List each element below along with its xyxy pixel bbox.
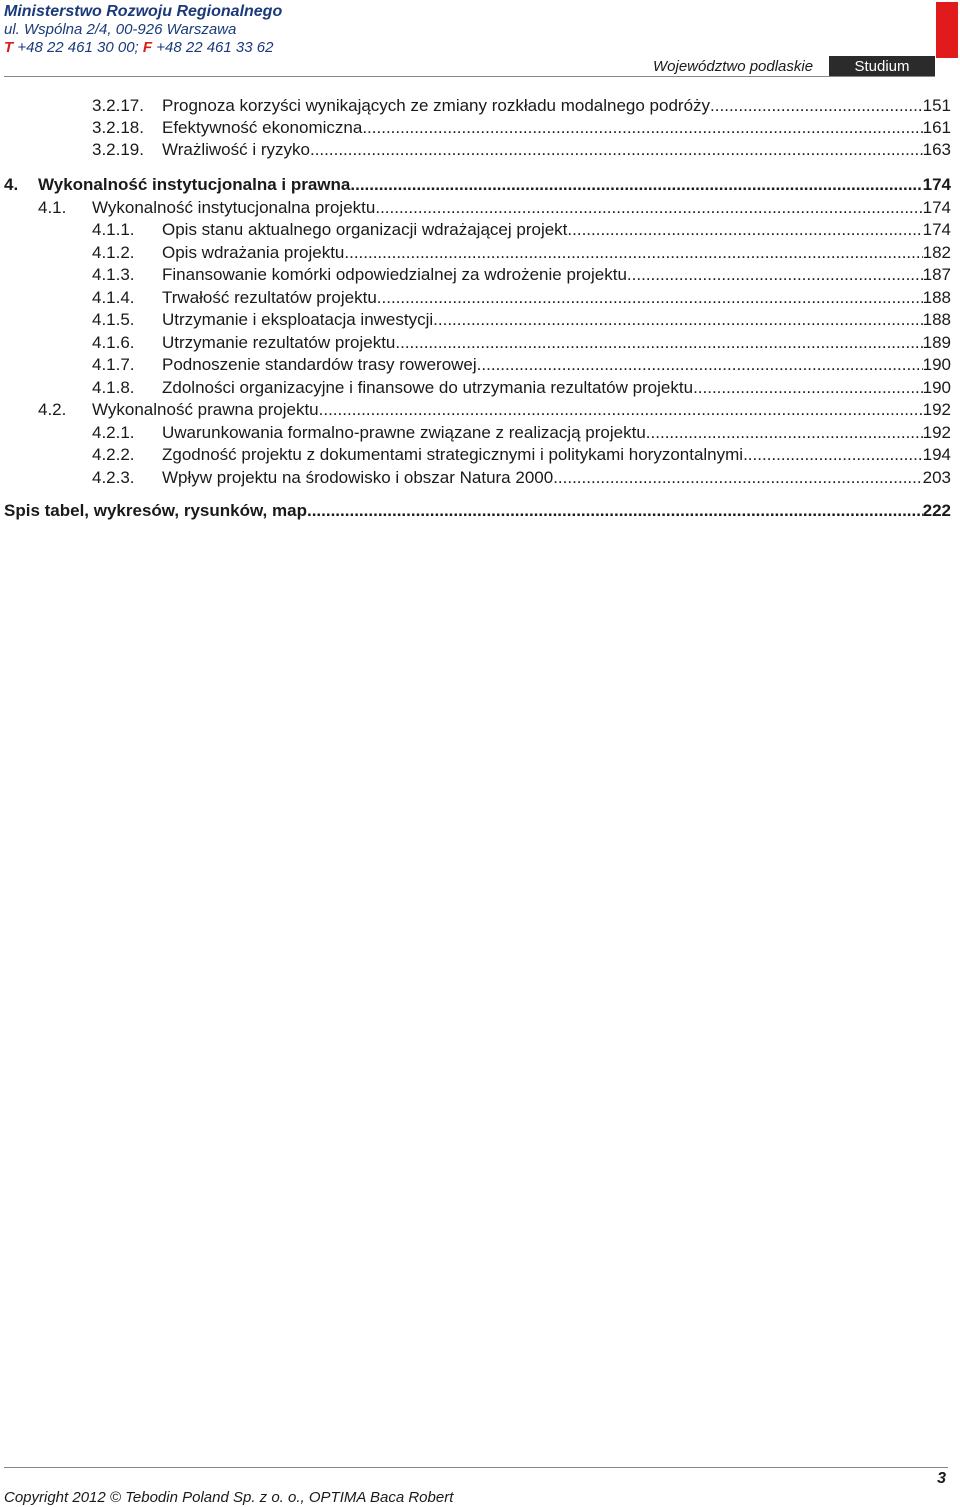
toc-dot-leader <box>344 242 922 264</box>
toc-entry-page: 190 <box>922 355 951 374</box>
fax-label: F <box>142 39 153 56</box>
toc-dot-leader <box>375 197 922 219</box>
toc-entry-title: Wykonalność prawna projektu <box>92 400 319 419</box>
toc-entry-page: 187 <box>922 265 951 284</box>
toc-dot-leader <box>395 332 922 354</box>
toc-entry-page: 161 <box>922 118 951 137</box>
org-name: Ministerstwo Rozwoju Regionalnego <box>4 3 283 20</box>
toc-entry[interactable] <box>38 399 951 421</box>
toc-entry[interactable] <box>38 197 951 219</box>
toc-entry-number: 4.1.6. <box>92 333 135 352</box>
toc-entry-number: 4.1. <box>38 198 67 217</box>
toc-entry-page: 182 <box>922 243 951 262</box>
toc-entry-title: Wykonalność instytucjonalna i prawna <box>38 175 351 194</box>
copyright-text: Copyright 2012 © Tebodin Poland Sp. z o. o., OPTIMA Baca Robert <box>4 1489 454 1506</box>
toc-entry-page: 151 <box>922 96 951 115</box>
toc-entry-page: 188 <box>922 288 951 307</box>
toc-entry[interactable] <box>4 500 951 522</box>
toc-entry-number: 4.2.2. <box>92 445 135 464</box>
toc-entry-page: 189 <box>922 333 951 352</box>
toc-dot-leader <box>477 354 923 376</box>
toc-dot-leader <box>627 264 923 286</box>
toc-entry-page: 222 <box>922 501 951 520</box>
toc-entry-page: 192 <box>922 400 951 419</box>
toc-entry-page: 174 <box>922 220 951 239</box>
toc-entry[interactable] <box>92 139 951 161</box>
toc-entry-number: 4.1.2. <box>92 243 135 262</box>
toc-entry-title: Utrzymanie rezultatów projektu <box>162 333 396 352</box>
doc-type-badge: Studium <box>829 56 935 77</box>
toc-entry-title: Spis tabel, wykresów, rysunków, map <box>4 501 307 520</box>
toc-entry[interactable] <box>92 309 951 331</box>
toc-entry-number: 4.1.8. <box>92 378 135 397</box>
toc-entry-page: 163 <box>922 140 951 159</box>
toc-entry[interactable] <box>92 117 951 139</box>
toc-entry-title: Zdolności organizacyjne i finansowe do utrzymania rezultatów projektu <box>162 378 694 397</box>
toc-entry-number: 3.2.17. <box>92 96 144 115</box>
toc-entry[interactable] <box>92 264 951 286</box>
toc-entry-title: Finansowanie komórki odpowiedzialnej za wdrożenie projektu <box>162 265 627 284</box>
page-number: 3 <box>937 1470 946 1487</box>
toc-entry[interactable] <box>92 242 951 264</box>
toc-dot-leader <box>693 377 923 399</box>
org-address: ul. Wspólna 2/4, 00-926 Warszawa <box>4 21 237 38</box>
toc-dot-leader <box>377 287 923 309</box>
region-label: Województwo podlaskie <box>653 58 814 75</box>
toc-entry-number: 3.2.19. <box>92 140 144 159</box>
toc-dot-leader <box>743 444 923 466</box>
toc-entry-page: 203 <box>922 468 951 487</box>
toc-dot-leader <box>553 467 922 489</box>
toc-dot-leader <box>362 117 922 139</box>
toc-entry[interactable] <box>92 377 951 399</box>
toc-entry-title: Uwarunkowania formalno-prawne związane z realizacją projektu <box>162 423 646 442</box>
toc-entry-page: 192 <box>922 423 951 442</box>
toc-entry-title: Wrażliwość i ryzyko <box>162 140 310 159</box>
toc-entry[interactable] <box>92 219 951 241</box>
toc-entry-title: Utrzymanie i eksploatacja inwestycji <box>162 310 434 329</box>
fax-number: +48 22 461 33 62 <box>156 39 274 56</box>
phone-number: +48 22 461 30 00; <box>17 39 139 56</box>
toc-dot-leader <box>646 422 923 444</box>
toc-dot-leader <box>310 139 923 161</box>
toc-entry-number: 4.2.1. <box>92 423 135 442</box>
toc-entry-number: 4.1.7. <box>92 355 135 374</box>
toc-entry[interactable] <box>92 467 951 489</box>
toc-entry[interactable] <box>92 332 951 354</box>
toc-entry-page: 190 <box>922 378 951 397</box>
toc-entry[interactable] <box>92 444 951 466</box>
toc-entry[interactable] <box>92 354 951 376</box>
toc-entry[interactable] <box>92 287 951 309</box>
toc-entry-page: 174 <box>922 198 951 217</box>
toc-entry-page: 194 <box>922 445 951 464</box>
toc-entry-number: 4.2. <box>38 400 67 419</box>
toc-entry-number: 4.1.3. <box>92 265 135 284</box>
toc-entry-title: Zgodność projektu z dokumentami strategicznymi i politykami horyzontalnymi <box>162 445 744 464</box>
toc-entry-title: Wykonalność instytucjonalna projektu <box>92 198 376 217</box>
toc-dot-leader <box>710 95 923 117</box>
toc-entry[interactable] <box>4 174 951 196</box>
toc-entry[interactable] <box>92 95 951 117</box>
toc-dot-leader <box>319 399 923 421</box>
toc-entry-title: Opis wdrażania projektu <box>162 243 345 262</box>
page-header <box>0 0 960 80</box>
toc-dot-leader <box>307 500 923 522</box>
toc-entry-title: Podnoszenie standardów trasy rowerowej <box>162 355 477 374</box>
header-divider <box>4 76 935 77</box>
toc-entry-title: Efektywność ekonomiczna <box>162 118 363 137</box>
toc-dot-leader <box>433 309 922 331</box>
toc-entry-number: 4. <box>4 175 19 194</box>
footer-divider <box>4 1467 948 1468</box>
toc-entry[interactable] <box>92 422 951 444</box>
toc-entry-number: 4.2.3. <box>92 468 135 487</box>
toc-entry-title: Prognoza korzyści wynikających ze zmiany rozkładu modalnego podróży <box>162 96 711 115</box>
toc-entry-title: Wpływ projektu na środowisko i obszar Natura 2000 <box>162 468 554 487</box>
toc-entry-number: 4.1.1. <box>92 220 135 239</box>
org-contact <box>4 39 273 56</box>
toc-entry-number: 3.2.18. <box>92 118 144 137</box>
phone-label: T <box>4 39 14 56</box>
toc-entry-title: Opis stanu aktualnego organizacji wdrażającej projekt <box>162 220 568 239</box>
toc-entry-page: 188 <box>922 310 951 329</box>
toc-entry-title: Trwałość rezultatów projektu <box>162 288 377 307</box>
toc-entry-page: 174 <box>922 175 951 194</box>
toc-entry-number: 4.1.5. <box>92 310 135 329</box>
toc-entry-number: 4.1.4. <box>92 288 135 307</box>
toc-dot-leader <box>350 174 922 196</box>
brand-accent-bar <box>936 2 958 58</box>
toc-dot-leader <box>567 219 922 241</box>
